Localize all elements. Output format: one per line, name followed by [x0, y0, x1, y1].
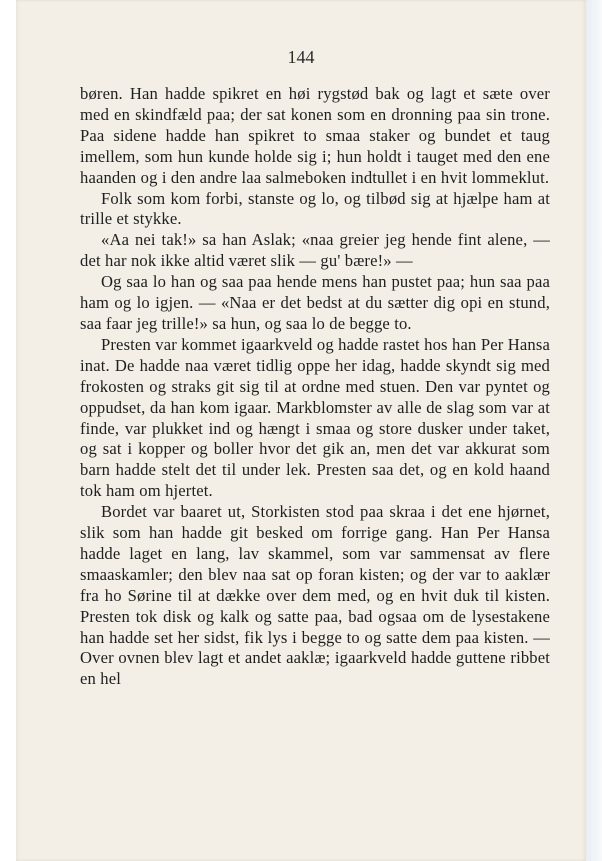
paragraph-6: Bordet var baaret ut, Storkisten stod paa skraa i det ene hjørnet, slik som han hadde git besked om forrige gang. Han Per Hansa hadde laget en lang, lav skammel, som var sammensat av flere smaaskamler; den blev naa sat op foran kisten; og der var to aaklær fra ho Sørine til at dække over dem med, og en hvit duk til kisten. Presten tok disk og kalk og satte paa, bad ogsaa om de lysestakene han hadde set her sidst, fik lys i begge to og satte dem paa kisten. — Over ovnen blev lagt et andet aaklæ; igaarkveld hadde guttene ribbet en hel: [80, 502, 550, 689]
paragraph-4: Og saa lo han og saa paa hende mens han pustet paa; hun saa paa ham og lo igjen. — «Naa er det bedst at du sætter dig opi en stund, saa faar jeg trille!» sa hun, og saa lo de begge to.: [80, 272, 550, 333]
paragraph-1: børen. Han hadde spikret en høi rygstød bak og lagt et sæte over med en skindfæld paa; der sat konen som en dronning paa sin trone. Paa sidene hadde han spikret to smaa staker og bundet et taug imellem, som hun kunde holde sig i; hun holdt i tauget med den ene haanden og i den andre laa salmeboken indtullet i en hvit lommeklut.: [80, 84, 550, 187]
paragraph-5: Presten var kommet igaarkveld og hadde rastet hos han Per Hansa inat. De hadde naa været tidlig oppe her idag, hadde skyndt sig med frokosten og straks git sig til at ordne med stuen. Den var pyntet og oppudset, da han kom igaar. Markblomster av alle de slag som var at finde, var plukket ind og hængt i smaa og store dusker under taket, og sat i kopper og boller hvor det gik an, men det var akkurat som barn hadde stelt det til under lek. Presten saa det, og en kold haand tok ham om hjertet.: [80, 334, 550, 501]
page-number: 144: [287, 47, 315, 67]
page-text: [80, 84, 550, 690]
paragraph-3: «Aa nei tak!» sa han Aslak; «naa greier jeg hende fint alene, — det har nok ikke altid været slik — gu' bære!» —: [80, 230, 550, 271]
page-edge: [586, 0, 602, 861]
paragraph-2: Folk som kom forbi, stanste og lo, og tilbød sig at hjælpe ham at trille et stykke.: [80, 188, 550, 229]
